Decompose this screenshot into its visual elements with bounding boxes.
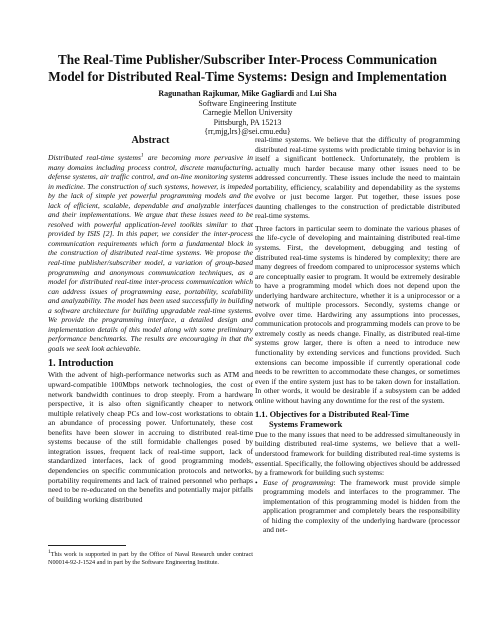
bullet-text (263, 478, 460, 535)
title-line-1: The Real-Time Publisher/Subscriber Inter-Process Communication (57, 52, 437, 67)
author-names (40, 89, 455, 99)
affiliation-institute: Software Engineering Institute (198, 98, 297, 108)
right-paragraph-3: Due to the many issues that need to be addressed simultaneously in building distributed real-time systems, we believe that a well-understood framework for building distributed real-time systems is essential. Specifically, the following objectives should be addressed by a framework for building such systems: (255, 429, 460, 478)
author-1: Ragunathan Rajkumar (158, 89, 238, 98)
author-conjunction: and (294, 89, 310, 98)
footnote-text: This work is supported in part by the Office of Naval Research under contract N00014-92-J-1524 and in part by the Software Engineering Institute. (48, 551, 253, 566)
introduction-heading: 1. Introduction (48, 358, 114, 370)
right-paragraph-1: real-time systems. We believe that the difficulty of programming distributed real-time systems with predictable timing behavior is in itself a significant bottleneck. Unfortunately, the problem is actually much harder because many other issues need to be addressed concurrently. These issues include the need to maintain portability, efficiency, scalability and dependability as the systems evolve or just become larger. Put together, these issues pose daunting challenges to the construction of predictable distributed real-time systems. (255, 135, 460, 221)
footnote-mark: 1 (48, 548, 51, 555)
right-paragraph-2: Three factors in particular seem to dominate the various phases of the life-cycle of developing and maintaining distributed real-time systems. First, the development, debugging and testing of distributed real-time systems is hindered by complexity; there are many degrees of freedom compared to uniprocessor systems which are conceptually easier to program. It would be extremely desirable to have a programming model which does not depend upon the underlying hardware architecture, whether it is a uniprocessor or a network of multiple processors. Secondly, systems change or evolve over time. Hardwiring any assumptions into processes, communication protocols and programming models can prove to be extremely costly as needs change. Finally, as distributed real-time systems grow larger, there is often a need to introduce new functionality by extending services and functions provided. Such extensions can become impossible if currently operational code needs to be rewritten to accommodate these changes, or sometimes even if the entire system just has to be taken down for installation. In other words, it would be desirable if a subsystem can be added online without having any downtime for the rest of the system. (255, 223, 460, 405)
left-column (48, 135, 253, 504)
affiliation-city: Pittsburgh, PA 15213 (213, 117, 282, 127)
bullet-dot-icon: • (255, 477, 258, 487)
subsection-heading-line-1: 1.1. Objectives for a Distributed Real-Time (255, 410, 409, 420)
subsection-heading-line-2: Systems Framework (269, 420, 343, 430)
bullet-title: Ease of programming (263, 477, 334, 487)
bullet-body: : The framework must provide simple programming models and interfaces to the programmer. The implementation of this programming model is hidden from the application programmer and completely bears the responsibility of hiding the complexity of the underlying hardware (processor and net- (263, 477, 461, 535)
affiliation-university: Carnegie Mellon University (202, 108, 293, 118)
title-line-2: Model for Distributed Real-Time Systems: Design and Implementation (48, 68, 447, 84)
subsection-heading (255, 410, 460, 430)
right-column (255, 135, 460, 535)
introduction-text: With the advent of high-performance networks such as ATM and upward-compatible 100Mbps network technologies, the cost of network bandwidth continues to drop steeply. From a hardware perspective, it is also often significantly cheaper to network multiple relatively cheap PCs and low-cost workstations to obtain an abundance of processing power. Unfortunately, these cost benefits have been slower in accruing to distributed real-time systems because of the still formidable challenges posed by integration issues, frequent lack of real-time support, lack of standardized interfaces, lack of good programming models, dependencies on specific communication protocols and networks, portability requirements and lack of trained personnel who perhaps need to be re-educated on the benefits and potentially major pitfalls of building working distributed (48, 370, 253, 504)
bullet-item-ease-of-programming (255, 478, 460, 535)
footnote (48, 548, 253, 566)
abstract-text (48, 153, 253, 353)
abstract-text-rest: are becoming more pervasive in many domains including process control, discrete manufacturing, defense systems, air traffic control, and on-line monitoring systems in medicine. The construction of such systems, however, is impeded by the lack of simple yet powerful programming models and the lack of efficient, scalable, dependable and analyzable interfaces and their implementations. We argue that these issues need to be resolved with powerful application-level toolkits similar to that provided by ISIS [2]. In this paper, we consider the inter-process communication requirements which form a fundamental block in the construction of distributed real-time systems. We propose the real-time publisher/subscriber model, a variation of group-based programming and anonymous communication techniques, as a model for distributed real-time inter-process communication which can address issues of programming ease, portability, scalability and analyzability. The model has been used successfully in building a software architecture for building upgradable real-time systems. We provide the programming interface, a detailed design and implementation details of this model along with some preliminary performance benchmarks. The results are encouraging in that the goals we seek look achievable. (48, 153, 253, 353)
author-3: Lui Sha (309, 89, 337, 98)
abstract-text-start: Distributed real-time systems (48, 153, 141, 162)
author-2: , Mike Gagliardi (237, 89, 295, 98)
footnote-divider (48, 545, 126, 546)
abstract-heading: Abstract (131, 135, 170, 146)
paper-title (40, 52, 455, 85)
author-email: {rr,mjg,lrs}@sei.cmu.edu} (204, 127, 291, 137)
footnote-ref: 1 (140, 152, 144, 159)
author-block (40, 89, 455, 137)
